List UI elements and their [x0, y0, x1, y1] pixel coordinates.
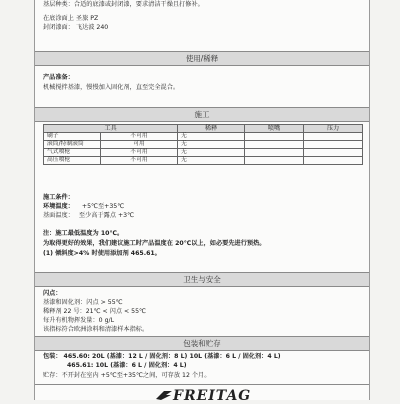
tool-pressure — [304, 157, 363, 165]
tool-name: 滚筒/特制滚筒 — [44, 141, 101, 149]
tool-usable: 不可用 — [101, 133, 178, 141]
packaging-row-1 — [43, 353, 281, 361]
section-header-packaging: 包装和贮存 — [35, 336, 369, 351]
tool-dilution: 无 — [178, 149, 245, 157]
tool-nozzle — [245, 149, 304, 157]
note-additive: (1) 倾斜度>4% 时使用添加剂 465.61。 — [43, 250, 161, 257]
ambient-temp-row — [43, 203, 124, 211]
tool-pressure — [304, 141, 363, 149]
col-header-pressure: 压力 — [304, 125, 363, 133]
table-row — [44, 157, 363, 165]
note-preheat: 为取得更好的效果，我们建议施工时产品温度在 20℃以上，如必要先进行预热。 — [43, 240, 266, 247]
ambient-temp-label: 环境温度： — [43, 203, 74, 210]
note-min-temp: 注：施工最低温度为 10℃。 — [43, 230, 124, 237]
tool-usable: 不可用 — [101, 149, 178, 157]
flash-point-title: 闪点： — [43, 290, 62, 297]
surface-temp-row — [43, 212, 134, 220]
flash-point-thinner: 稀释剂 22 号：21℃ < 闪点 < 55℃ — [43, 308, 146, 315]
document-page — [34, 0, 370, 404]
table-row — [44, 141, 363, 149]
surface-temp-value: 至少高于露点 +3℃ — [78, 212, 135, 219]
col-header-dilution: 稀释 — [178, 125, 245, 133]
product-prep-text: 机械搅拌基漆，慢慢加入固化剂，直至完全混合。 — [43, 84, 180, 91]
tool-usable: 可用 — [101, 141, 178, 149]
primer-surface-line: 在底涂面上 圣旅 PZ — [43, 15, 99, 22]
freitag-logo: FREITAG — [173, 388, 252, 404]
tool-name: 高压喷枪 — [44, 157, 101, 165]
table-header-row — [44, 125, 363, 133]
tool-nozzle — [245, 157, 304, 165]
table-row — [44, 149, 363, 157]
tool-dilution: 无 — [178, 157, 245, 165]
packaging-465-60: 465.60: 20L (基漆：12 L / 固化剂：8 L) 10L (基漆：6 L / 固化剂：4 L) — [63, 353, 281, 360]
product-prep-title: 产品准备： — [43, 74, 74, 81]
eu-compliance: 该指标符合欧洲涂料和清漆样本指标。 — [43, 326, 149, 333]
storage-line: 贮存：不开封在室内 +5℃至+35℃之间，可存放 12 个月。 — [43, 372, 211, 379]
tool-name: 气式喷枪 — [44, 149, 101, 157]
tool-pressure — [304, 149, 363, 157]
freitag-logo-icon — [155, 389, 173, 401]
tools-table — [43, 124, 363, 165]
flash-point-base: 基漆和固化剂：闪点 > 55℃ — [43, 299, 123, 306]
sealer-surface-line: 封闭漆面： 飞达波 240 — [43, 24, 109, 31]
packaging-label: 包装： — [43, 353, 62, 360]
tool-nozzle — [245, 133, 304, 141]
tool-dilution: 无 — [178, 133, 245, 141]
tool-pressure — [304, 133, 363, 141]
substrate-type-line: 基层种类：合适的底漆或封闭漆，要求清洁干燥且打修补。 — [43, 1, 204, 8]
section-header-usage: 使用/稀释 — [35, 51, 369, 66]
col-header-nozzle: 喷嘴 — [245, 125, 304, 133]
footer-divider — [35, 384, 369, 385]
col-header-tool: 工具 — [44, 125, 178, 133]
section-header-safety: 卫生与安全 — [35, 272, 369, 287]
tool-usable: 不可用 — [101, 157, 178, 165]
tool-dilution: 无 — [178, 141, 245, 149]
surface-temp-label: 基面温度： — [43, 212, 74, 219]
ambient-temp-value: +5℃至+35℃ — [81, 203, 125, 210]
voc-content: 每升有机物挥发量：0 g/L — [43, 317, 115, 324]
tool-name: 刷子 — [44, 133, 101, 141]
table-row — [44, 133, 363, 141]
packaging-465-61: 465.61: 10L (基漆：6 L / 固化剂：4 L) — [67, 362, 187, 369]
tool-nozzle — [245, 141, 304, 149]
conditions-title: 施工条件： — [43, 194, 74, 201]
section-header-application: 施工 — [35, 107, 369, 122]
